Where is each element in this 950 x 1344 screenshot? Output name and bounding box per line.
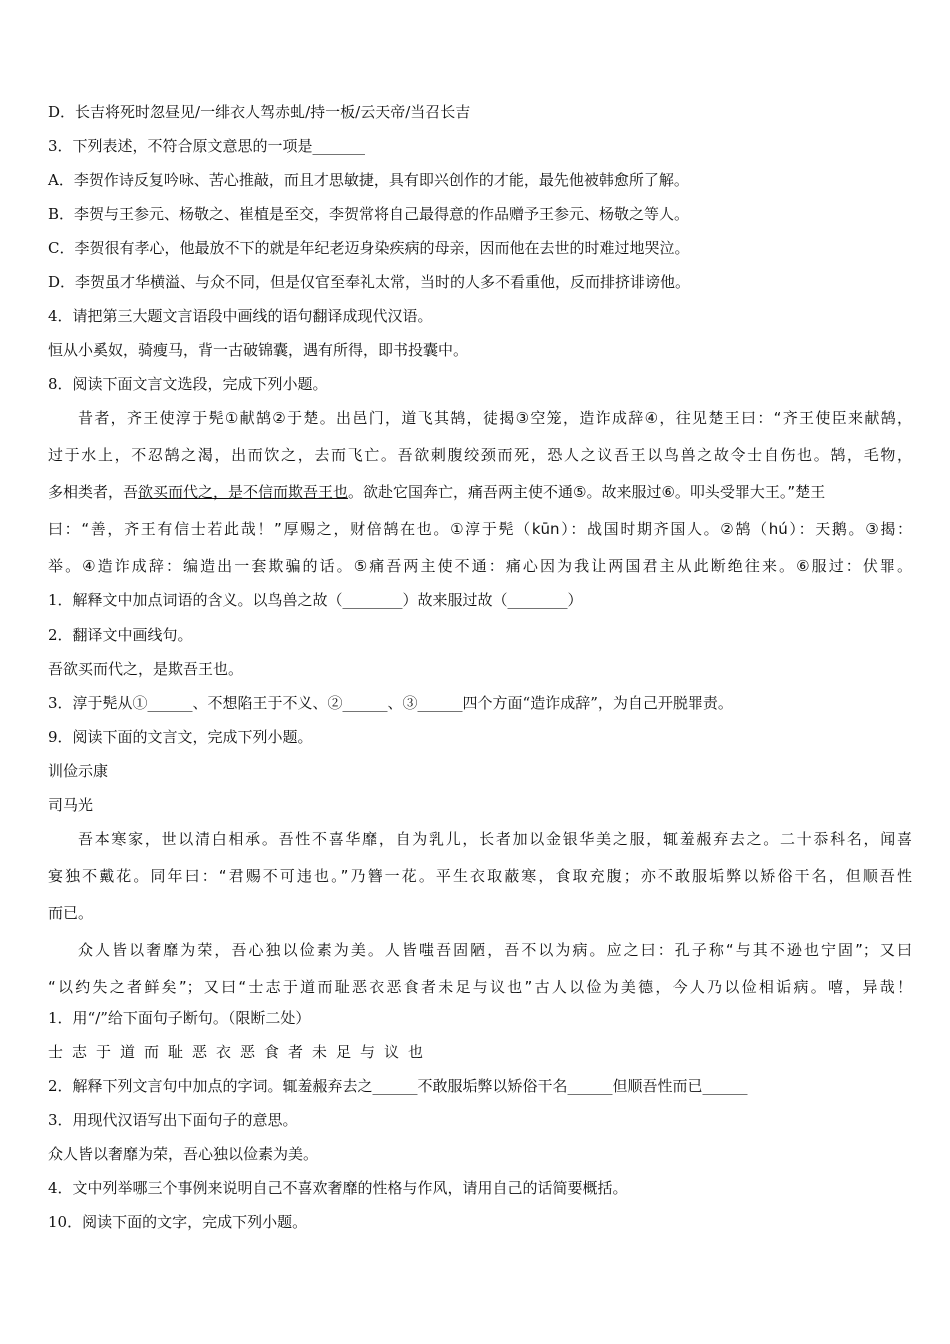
passage9-author: 司马光	[48, 796, 94, 814]
q4-sentence: 恒从小奚奴，骑瘦马，背一古破锦囊，遇有所得，即书投囊中。	[48, 341, 469, 359]
passage9-line1: 吾本寒家，世以清白相承。吾性不喜华靡，自为乳儿，长者加以金银华美之服，辄羞赧弃去之。二十忝科名，闻喜	[78, 830, 912, 848]
q3-option-c: C．李贺很有孝心，他最放不下的就是年纪老迈身染疾病的母亲，因而他在去世的时难过地哭泣。	[48, 239, 690, 257]
q3-option-b: B．李贺与王参元、杨敬之、崔植是至交，李贺常将自己最得意的作品赠予王参元、杨敬之等人。	[48, 205, 690, 223]
passage8-line3	[48, 482, 912, 502]
q8-3-stem: 3．淳于髡从①______、不想陷王于不义、②______、③______四个方面“造诈成辞”，为自己开脱罪责。	[48, 694, 733, 712]
section9-heading: 9．阅读下面的文言文，完成下列小题。	[48, 728, 313, 746]
q2-option-d: D．长吉将死时忽昼见/一绯衣人驾赤虬/持一板/云天帝/当召长吉	[48, 103, 471, 121]
passage9-line5: “以约失之者鲜矣”；又曰“士志于道而耻恶衣恶食者未足与议也”古人以俭为美德，今人乃以俭相诟病。嘻，异哉！	[48, 978, 912, 996]
section10-heading: 10．阅读下面的文字，完成下列小题。	[48, 1213, 308, 1231]
q8-2-stem: 2．翻译文中画线句。	[48, 626, 193, 644]
q3-stem: 3．下列表述，不符合原文意思的一项是_______	[48, 137, 366, 155]
q9-3-sentence: 众人皆以奢靡为荣，吾心独以俭素为美。	[48, 1145, 319, 1163]
passage9-line3: 而已。	[48, 904, 94, 922]
passage8-line4: 曰：“善，齐王有信士若此哉！”厚赐之，财倍鹄在也。①淳于髡（kūn）：战国时期齐国人。②鹄（hú）：天鹅。③揭：	[48, 520, 912, 538]
q9-1-stem: 1．用“/”给下面句子断句。（限断二处）	[48, 1009, 311, 1027]
q9-1-sentence: 士志于道而耻恶衣恶食者未足与议也	[48, 1043, 433, 1061]
q9-4-stem: 4．文中列举哪三个事例来说明自己不喜欢奢靡的性格与作风，请用自己的话简要概括。	[48, 1179, 628, 1197]
q3-option-a: A．李贺作诗反复吟咏、苦心推敲，而且才思敏捷，具有即兴创作的才能，最先他被韩愈所了解。	[48, 171, 689, 189]
q4-stem: 4．请把第三大题文言语段中画线的语句翻译成现代汉语。	[48, 307, 433, 325]
q8-2-sentence: 吾欲买而代之，是欺吾王也。	[48, 660, 244, 678]
passage9-title: 训俭示康	[48, 762, 109, 780]
q3-option-d: D．李贺虽才华横溢、与众不同，但是仅官至奉礼太常，当时的人多不看重他，反而排挤诽谤他。	[48, 273, 691, 291]
passage8-text: 多相类者，吾	[48, 483, 139, 501]
passage8-line1: 昔者，齐王使淳于髡①献鹄②于楚。出邑门，道飞其鹄，徒揭③空笼，造诈成辞④，往见楚王曰：“齐王使臣来献鹄，	[78, 409, 912, 427]
q8-1-stem: 1．解释文中加点词语的含义。以鸟兽之故（________）故来服过故（________）	[48, 591, 583, 609]
passage9-line4: 众人皆以奢靡为荣，吾心独以俭素为美。人皆嗤吾固陋，吾不以为病。应之曰：孔子称“与其不逊也宁固”；又曰	[78, 941, 912, 959]
passage8-line2: 过于水上，不忍鹄之渴，出而饮之，去而飞亡。吾欲刺腹绞颈而死，恐人之议吾王以鸟兽之故令士自伤也。鹄，毛物，	[48, 446, 912, 464]
passage8-notes: 举。④造诈成辞：编造出一套欺骗的话。⑤痛吾两主使不通：痛心因为我让两国君主从此断绝往来。⑥服过：伏罪。	[48, 557, 912, 575]
passage8-text: 。欲赴它国奔亡，痛吾两主使不通⑤。故来服过⑥。叩头受罪大王。”楚王	[348, 483, 826, 501]
section8-heading: 8．阅读下面文言文选段，完成下列小题。	[48, 375, 328, 393]
q9-2-stem: 2．解释下列文言句中加点的字词。辄羞赧弃去之______不敢服垢弊以矫俗干名______但顺吾性而已______	[48, 1077, 748, 1095]
underlined-sentence: 欲买而代之，是不信而欺吾王也	[138, 483, 349, 501]
q9-3-stem: 3．用现代汉语写出下面句子的意思。	[48, 1111, 298, 1129]
passage9-line2: 宴独不戴花。同年曰：“君赐不可违也。”乃簪一花。平生衣取蔽寒，食取充腹；亦不敢服垢弊以矫俗干名，但顺吾性	[48, 867, 912, 885]
